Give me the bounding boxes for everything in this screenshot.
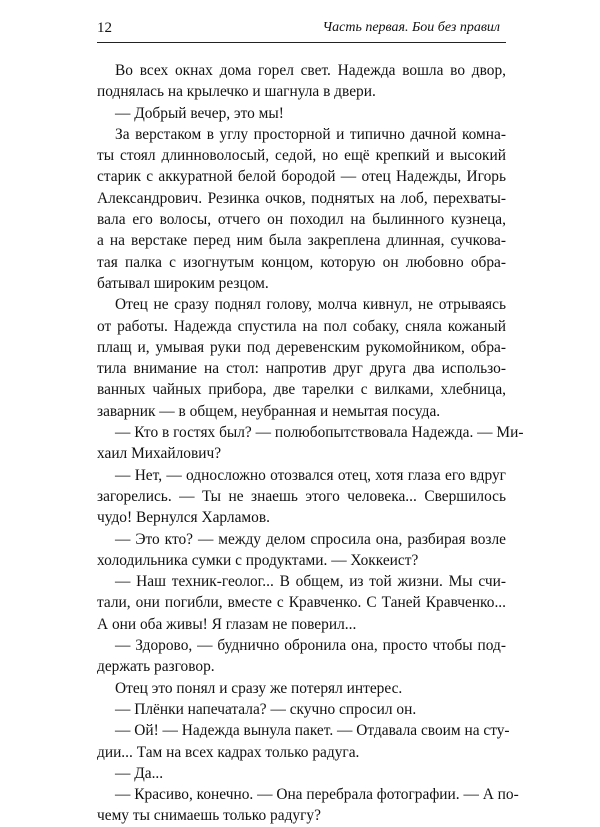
text-line: Александрович. Резинка очков, поднятых на лоб, перехваты- bbox=[97, 189, 506, 207]
text-line: — Здорово, — буднично обронила она, просто чтобы под- bbox=[115, 637, 506, 655]
text-line: Во всех окнах дома горел свет. Надежда вошла во двор, bbox=[115, 62, 506, 79]
text-line: поднялась на крылечко и шагнула в двери. bbox=[97, 83, 376, 101]
text-line: от работы. Надежда спустила на пол собаку, сняла кожаный bbox=[97, 317, 506, 335]
text-line: держать разговор. bbox=[97, 658, 215, 676]
text-line: чему ты снимаешь только радугу? bbox=[97, 807, 321, 825]
text-line: тила внимание на стол: напротив друг друга два использо- bbox=[97, 360, 506, 378]
text-line: заварник — в общем, неубранная и немытая посуда. bbox=[97, 402, 441, 420]
text-line: ванных чайных прибора, две тарелки с вилками, хлебница, bbox=[97, 381, 506, 399]
text-line: — Да... bbox=[115, 764, 164, 782]
text-line: хаил Михайлович? bbox=[97, 445, 222, 463]
text-line: чудо! Вернулся Харламов. bbox=[97, 509, 270, 527]
text-line: — Наш техник-геолог... В общем, из той жизни. Мы счи- bbox=[115, 573, 506, 591]
text-line: батывал широким резцом. bbox=[97, 274, 269, 292]
text-line: А они оба живы! Я глазам не поверил... bbox=[97, 615, 357, 633]
text-line: тали, они погибли, вместе с Кравченко. С Таней Кравченко... bbox=[97, 594, 506, 612]
running-head: Часть первая. Бои без правил bbox=[322, 20, 500, 35]
text-line: Отец не сразу поднял голову, молча кивнул, не отрываясь bbox=[115, 296, 506, 314]
text-line: а на верстаке перед ним была закреплена длинная, сучкова- bbox=[97, 232, 506, 250]
text-line: За верстаком в углу просторной и типично дачной комна- bbox=[115, 125, 506, 143]
text-line: старик с аккуратной белой бородой — отец Надежды, Игорь bbox=[97, 168, 506, 186]
text-line: — Красиво, конечно. — Она перебрала фотографии. — А по- bbox=[115, 786, 519, 804]
text-line: — Плёнки напечатала? — скучно спросил он. bbox=[115, 700, 417, 718]
text-line: Отец это понял и сразу же потерял интерес. bbox=[115, 679, 403, 697]
text-line: тая палка с изогнутым концом, которую он любовно обра- bbox=[97, 253, 506, 271]
text-line: дии... Там на всех кадрах только радуга. bbox=[97, 743, 360, 761]
text-line: — Ой! — Надежда вынула пакет. — Отдавала своим на сту- bbox=[115, 722, 510, 740]
text-line: — Кто в гостях был? — полюбопытствовала Надежда. — Ми- bbox=[115, 424, 524, 442]
text-line: плащ и, умывая руки под деревенским рукомойником, обра- bbox=[97, 338, 506, 356]
text-line: загорелись. — Ты не знаешь этого человека... Свершилось bbox=[97, 487, 506, 505]
text-line: — Это кто? — между делом спросила она, разбирая возле bbox=[115, 530, 506, 548]
page-number: 12 bbox=[97, 20, 112, 36]
text-line: — Нет, — односложно отозвался отец, хотя глаза его вдруг bbox=[115, 466, 506, 484]
text-line: вала его волосы, отчего он походил на былинного кузнеца, bbox=[97, 211, 506, 229]
text-line: ты стоял длинноволосый, седой, но ещё крепкий и высокий bbox=[97, 147, 506, 165]
text-line: холодильника сумки с продуктами. — Хоккеист? bbox=[97, 551, 419, 569]
body-text bbox=[97, 60, 524, 827]
text-line: — Добрый вечер, это мы! bbox=[115, 104, 284, 122]
page-header bbox=[97, 18, 506, 43]
